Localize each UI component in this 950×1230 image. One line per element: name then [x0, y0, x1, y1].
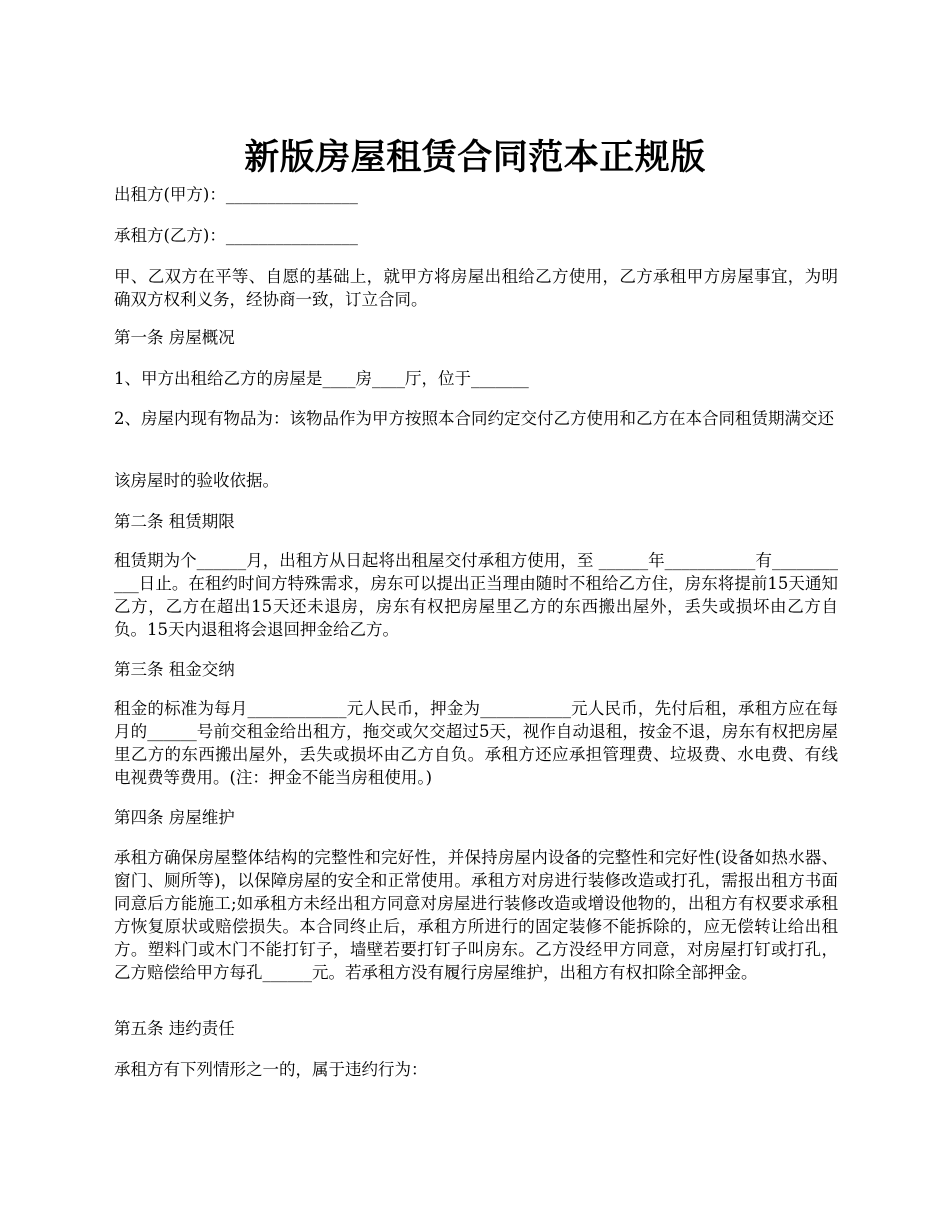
- document-title: 新版房屋租赁合同范本正规版: [244, 137, 706, 179]
- lessee-line: 承租方(乙方)：________________: [114, 226, 358, 245]
- article-4-heading: 第四条 房屋维护: [114, 808, 235, 827]
- article-5-body: 承租方有下列情形之一的，属于违约行为：: [114, 1060, 428, 1079]
- intro-paragraph: 甲、乙双方在平等、自愿的基础上，就甲方将房屋出租给乙方使用，乙方承租甲方房屋事宜，为明确双方权利义务，经协商一致，订立合同。: [114, 267, 838, 309]
- article-3-body: 租金的标准为每月____________元人民币，押金为___________元人民币，先付后租，承租方应在每月的______号前交租金给出租方，拖交或欠交超过5天，视作自动退租，按金不退，房东有权把房屋里乙方的东西搬出屋外，丢失或损坏由乙方自负。承租方还应承担管理费、垃圾费、水电费、有线电视费等费用。(注：押金不能当房租使用。): [114, 699, 838, 787]
- article-1-heading: 第一条 房屋概况: [114, 328, 235, 347]
- article-2-heading: 第二条 租赁期限: [114, 512, 235, 531]
- article-4-body: 承租方确保房屋整体结构的完整性和完好性，并保持房屋内设备的完整性和完好性(设备如热水器、窗门、厕所等)，以保障房屋的安全和正常使用。承租方对房进行装修改造或打孔，需报出租方书面同意后方能施工;如承租方未经出租方同意对房屋进行装修改造或增设他物的，出租方有权要求承租方恢复原状或赔偿损失。本合同终止后，承租方所进行的固定装修不能拆除的，应无偿转让给出租方。塑料门或木门不能打钉子，墙壁若要打钉子叫房东。乙方没经甲方同意，对房屋打钉或打孔，乙方赔偿给甲方每孔______元。若承租方没有履行房屋维护，出租方有权扣除全部押金。: [114, 848, 838, 982]
- article-2-body: 租赁期为个______月，出租方从日起将出租屋交付承租方使用，至 ______年___________有___________日止。在租约时间方特殊需求，房东可以提出正当理由随时不租给乙方住，房东将提前15天通知乙方，乙方在超出15天还未退房，房东有权把房屋里乙方的东西搬出屋外，丢失或损坏由乙方自负。15天内退租将会退回押金给乙方。: [114, 551, 838, 639]
- article-3-heading: 第三条 租金交纳: [114, 660, 235, 679]
- lessor-line: 出租方(甲方)：________________: [114, 185, 358, 204]
- article-1-item-1: 1、甲方出租给乙方的房屋是____房____厅，位于_______: [114, 369, 529, 388]
- article-1-item-2: 2、房屋内现有物品为：该物品作为甲方按照本合同约定交付乙方使用和乙方在本合同租赁期满交还: [114, 409, 834, 428]
- article-5-heading: 第五条 违约责任: [114, 1019, 235, 1038]
- article-1-item-2-continued: 该房屋时的验收依据。: [114, 471, 279, 490]
